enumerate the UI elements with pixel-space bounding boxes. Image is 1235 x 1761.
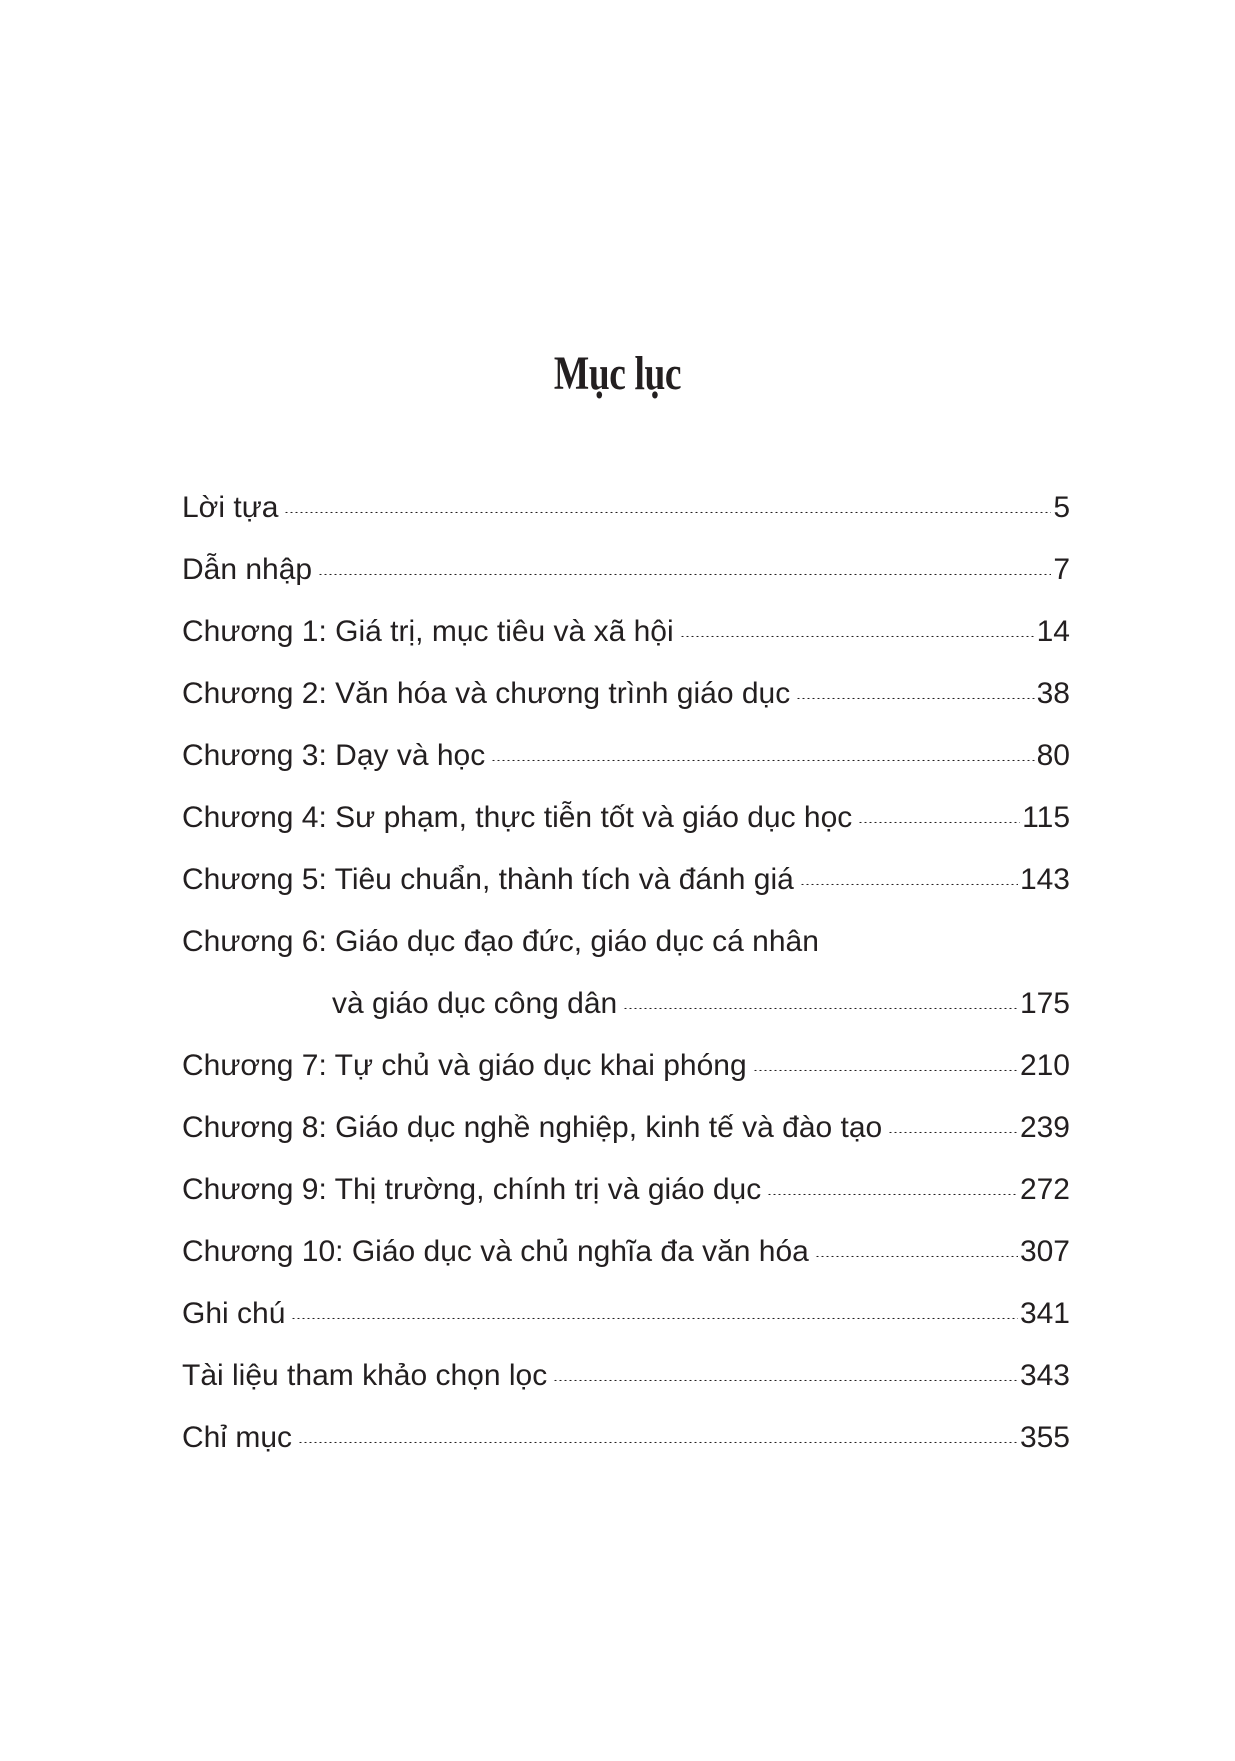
dot-leader <box>753 1069 1018 1071</box>
toc-entry-label: Chương 4: Sư phạm, thực tiễn tốt và giáo dục học <box>182 801 853 834</box>
toc-entry-chapter-2[interactable] <box>182 663 1070 725</box>
toc-entry-label: Chương 6: Giáo dục đạo đức, giáo dục cá nhân <box>182 925 819 958</box>
toc-entry-introduction[interactable] <box>182 539 1070 601</box>
toc-entry-chapter-9[interactable] <box>182 1159 1070 1221</box>
toc-entry-label: Tài liệu tham khảo chọn lọc <box>182 1359 548 1392</box>
dot-leader <box>491 759 1034 761</box>
toc-entry-page: 355 <box>1019 1421 1070 1454</box>
toc-entry-page: 5 <box>1053 491 1070 524</box>
toc-entry-page: 341 <box>1019 1297 1070 1330</box>
toc-entry-bibliography[interactable] <box>182 1345 1070 1407</box>
toc-entry-page: 38 <box>1036 677 1070 710</box>
toc-entry-label: Chương 8: Giáo dục nghề nghiệp, kinh tế và đào tạo <box>182 1111 883 1144</box>
toc-entry-label: Chương 10: Giáo dục và chủ nghĩa đa văn hóa <box>182 1235 809 1268</box>
dot-leader <box>858 821 1020 823</box>
toc-entry-page: 80 <box>1036 739 1070 772</box>
dot-leader <box>680 635 1035 637</box>
dot-leader <box>815 1255 1018 1257</box>
toc-entry-chapter-3[interactable] <box>182 725 1070 787</box>
toc-entry-label: Chương 7: Tự chủ và giáo dục khai phóng <box>182 1049 747 1082</box>
toc-entry-chapter-5[interactable] <box>182 849 1070 911</box>
toc-entry-page: 7 <box>1053 553 1070 586</box>
toc-entry-label: Dẫn nhập <box>182 553 313 586</box>
toc-entry-page: 307 <box>1019 1235 1070 1268</box>
toc-entry-chapter-1[interactable] <box>182 601 1070 663</box>
dot-leader <box>623 1007 1018 1009</box>
toc-entry-label-continuation: và giáo dục công dân <box>332 987 618 1020</box>
toc-entry-page: 14 <box>1036 615 1070 648</box>
toc-entry-page: 343 <box>1019 1359 1070 1392</box>
dot-leader <box>291 1317 1018 1319</box>
toc-entry-preface[interactable] <box>182 477 1070 539</box>
dot-leader <box>318 573 1051 575</box>
toc-entry-chapter-4[interactable] <box>182 787 1070 849</box>
toc-entry-chapter-10[interactable] <box>182 1221 1070 1283</box>
toc-entry-index[interactable] <box>182 1407 1070 1469</box>
toc-entry-notes[interactable] <box>182 1283 1070 1345</box>
toc-entry-label: Chương 2: Văn hóa và chương trình giáo dục <box>182 677 791 710</box>
toc-entry-label: Chương 1: Giá trị, mục tiêu và xã hội <box>182 615 674 648</box>
dot-leader <box>553 1379 1018 1381</box>
toc-entry-page: 272 <box>1019 1173 1070 1206</box>
toc-entry-page: 210 <box>1019 1049 1070 1082</box>
toc-entry-label: Chương 9: Thị trường, chính trị và giáo dục <box>182 1173 762 1206</box>
toc-entry-label: Chương 5: Tiêu chuẩn, thành tích và đánh giá <box>182 863 794 896</box>
toc-entry-label: Chỉ mục <box>182 1421 293 1454</box>
toc-entry-label: Ghi chú <box>182 1297 286 1330</box>
toc-entry-page: 115 <box>1022 801 1070 834</box>
toc-entry-label: Lời tựa <box>182 491 279 524</box>
dot-leader <box>284 511 1051 513</box>
toc-entry-page: 143 <box>1019 863 1070 896</box>
table-of-contents <box>182 477 1070 1469</box>
toc-entry-chapter-8[interactable] <box>182 1097 1070 1159</box>
toc-entry-page: 239 <box>1019 1111 1070 1144</box>
page-title: Mục lục <box>553 347 682 400</box>
toc-entry-chapter-7[interactable] <box>182 1035 1070 1097</box>
dot-leader <box>800 883 1018 885</box>
toc-entry-page: 175 <box>1019 987 1070 1020</box>
toc-entry-chapter-6[interactable] <box>182 911 1070 973</box>
dot-leader <box>298 1441 1018 1443</box>
dot-leader <box>796 697 1034 699</box>
dot-leader <box>888 1131 1018 1133</box>
toc-entry-label: Chương 3: Dạy và học <box>182 739 486 772</box>
dot-leader <box>767 1193 1018 1195</box>
toc-entry-chapter-6-continuation[interactable] <box>182 973 1070 1035</box>
